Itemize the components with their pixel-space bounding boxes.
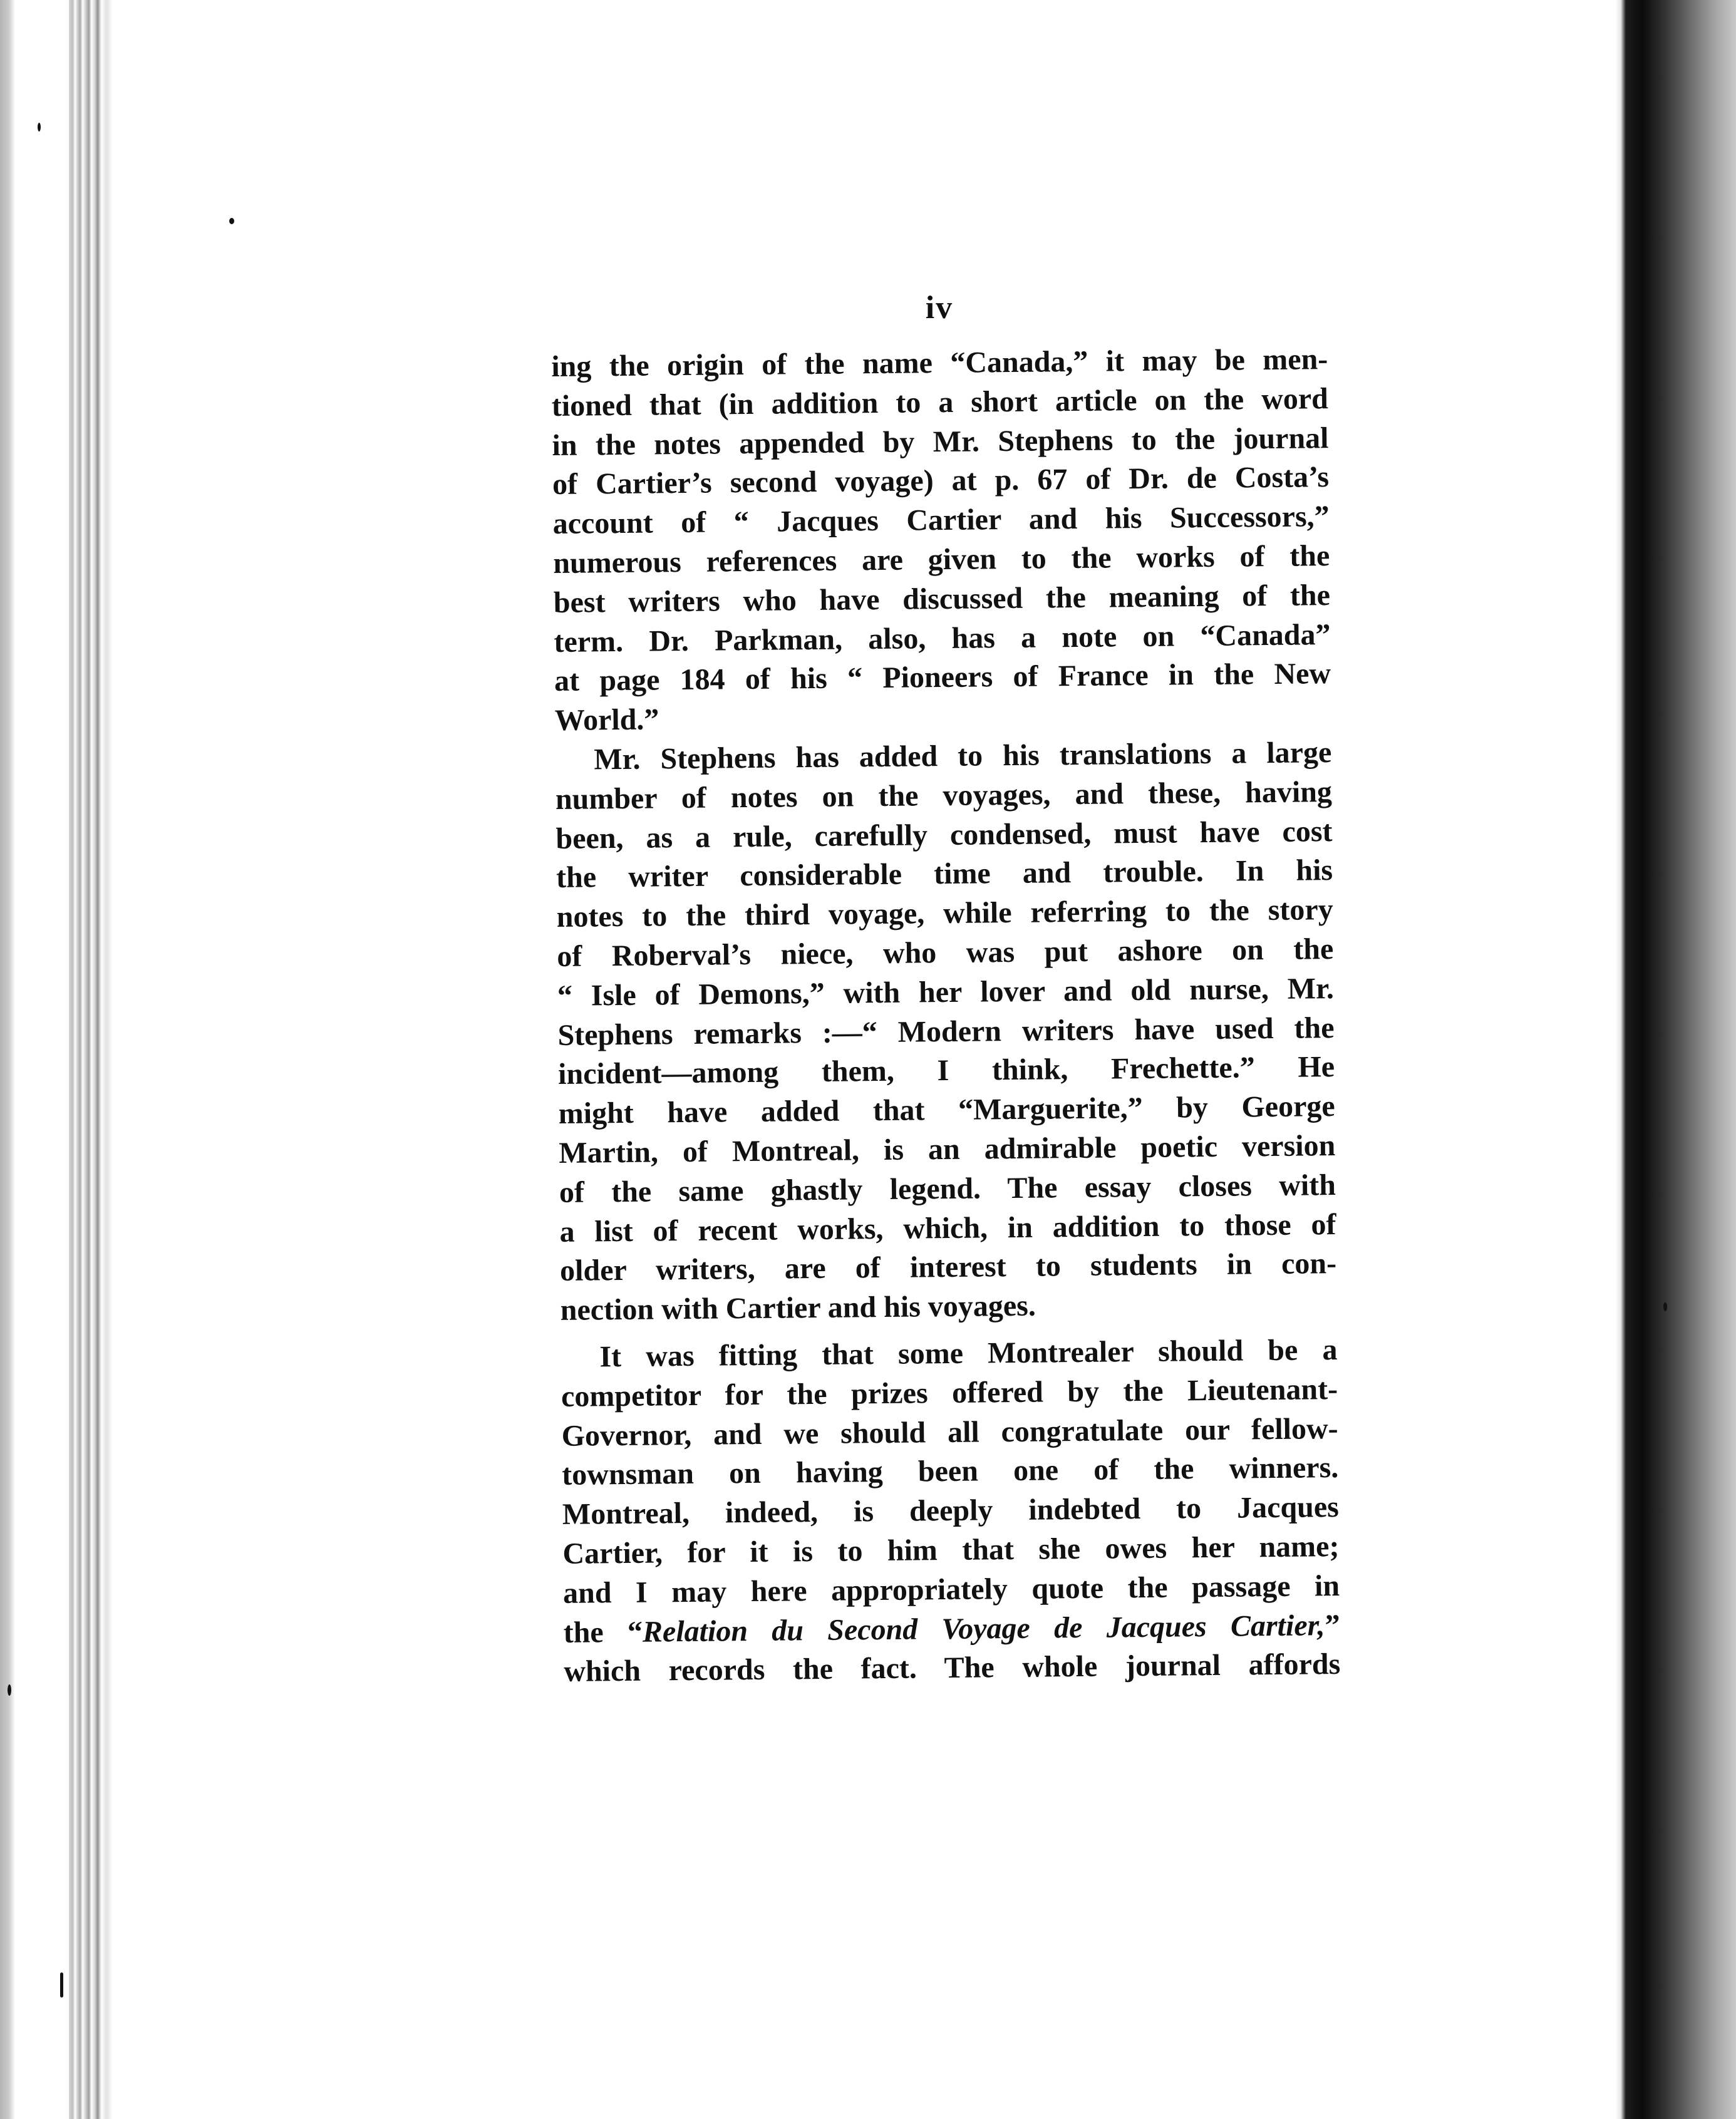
text-line: townsman on having been one of the winners. bbox=[562, 1451, 1339, 1492]
scan-speck bbox=[60, 1972, 63, 1998]
title-prefix: the “ bbox=[563, 1615, 643, 1649]
text-line: at page 184 of his “ Pioneers of France in the New bbox=[554, 657, 1331, 698]
text-line: Cartier, for it is to him that she owes her name; bbox=[562, 1529, 1340, 1570]
text-line: been, as a rule, carefully condensed, must have cost bbox=[555, 814, 1333, 855]
text-line: and I may here appropriately quote the passage in bbox=[562, 1569, 1340, 1610]
text-line: a list of recent works, which, in addition to those of bbox=[559, 1207, 1336, 1249]
paragraph-3 bbox=[561, 1331, 1340, 1692]
text-line-with-title bbox=[563, 1606, 1340, 1653]
text-line: Stephens remarks :—“ Modern writers have used the bbox=[557, 1011, 1335, 1052]
text-line: number of notes on the voyages, and these, having bbox=[555, 775, 1333, 816]
text-line: in the notes appended by Mr. Stephens to the journal bbox=[552, 421, 1329, 462]
text-line: competitor for the prizes offered by the Lieutenant- bbox=[561, 1372, 1338, 1413]
scan-speck bbox=[1663, 1302, 1667, 1311]
text-line: might have added that “Marguerite,” by George bbox=[558, 1090, 1335, 1131]
text-line: of Cartier’s second voyage) at p. 67 of Dr. de Costa’s bbox=[552, 460, 1330, 502]
text-line: Mr. Stephens has added to his translations a large bbox=[594, 736, 1332, 776]
text-line: best writers who have discussed the meaning of the bbox=[553, 578, 1331, 619]
text-line: the writer considerable time and trouble. In his bbox=[555, 853, 1333, 895]
scan-speck bbox=[38, 123, 41, 131]
paragraph-2 bbox=[555, 733, 1337, 1331]
text-line: term. Dr. Parkman, also, has a note on “Canada” bbox=[554, 617, 1331, 659]
text-line: older writers, are of interest to students in con- bbox=[559, 1247, 1337, 1288]
italic-work-title: Relation du Second Voyage de Jacques Cartier, bbox=[642, 1608, 1325, 1649]
scan-left-shadow bbox=[0, 0, 15, 2119]
text-line: nection with Cartier and his voyages. bbox=[560, 1289, 1036, 1328]
body-text bbox=[551, 340, 1341, 1692]
text-line: Martin, of Montreal, is an admirable poetic version bbox=[559, 1128, 1336, 1170]
facing-page-edge bbox=[1598, 0, 1736, 2119]
text-line: tioned that (in addition to a short article on the word bbox=[551, 381, 1329, 423]
book-binding-edge bbox=[69, 0, 113, 2119]
scan-speck bbox=[229, 218, 234, 224]
text-line: Montreal, indeed, is deeply indebted to Jacques bbox=[562, 1490, 1340, 1532]
text-line: It was fitting that some Montrealer should be a bbox=[599, 1333, 1338, 1374]
text-line: account of “ Jacques Cartier and his Successors,” bbox=[552, 500, 1330, 541]
text-line: numerous references are given to the works of the bbox=[553, 539, 1330, 580]
text-line: “ Isle of Demons,” with her lover and old nurse, Mr. bbox=[557, 971, 1335, 1013]
paragraph-1 bbox=[551, 340, 1331, 741]
text-line: ing the origin of the name “Canada,” it may be men- bbox=[551, 343, 1328, 383]
text-line: of Roberval’s niece, who was put ashore on the bbox=[557, 932, 1334, 973]
text-line: notes to the third voyage, while referring to the story bbox=[556, 893, 1333, 934]
text-line: which records the fact. The whole journal affords bbox=[564, 1647, 1341, 1689]
text-line: incident—among them, I think, Frechette.” He bbox=[557, 1050, 1335, 1091]
page-number: iv bbox=[925, 290, 954, 326]
text-line: World.” bbox=[554, 703, 659, 738]
text-line: of the same ghastly legend. The essay closes with bbox=[559, 1168, 1336, 1209]
scan-speck bbox=[8, 1684, 11, 1696]
title-suffix: ” bbox=[1325, 1608, 1340, 1642]
text-line: Governor, and we should all congratulate our fellow- bbox=[561, 1411, 1338, 1453]
